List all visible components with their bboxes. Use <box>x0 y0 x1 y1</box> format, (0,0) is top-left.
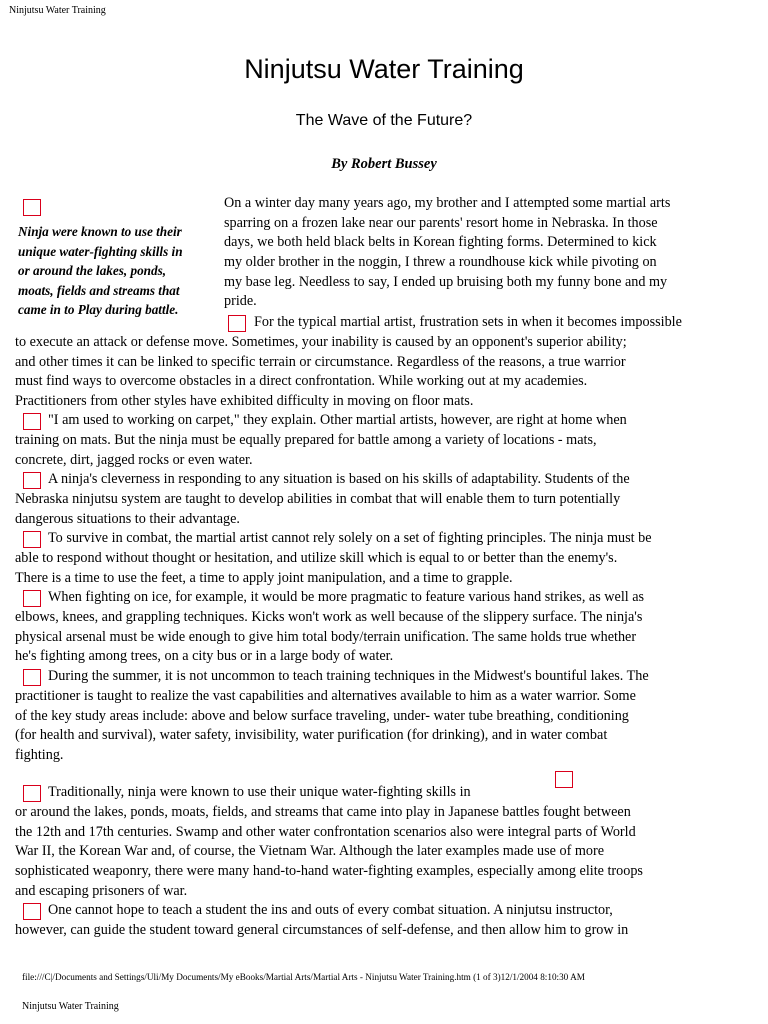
caption-line: came in to Play during battle. <box>18 302 179 318</box>
text-line: able to respond without thought or hesitation, and utilize skill which is equal to or better than the enemy's. <box>15 550 618 566</box>
paragraph <box>15 921 628 941</box>
page-footer-path: file:///C|/Documents and Settings/Uli/My Documents/My eBooks/Martial Arts/Martial Arts - Ninjutsu Water Training.htm (1 of 3)12/1/2004 8:10:30 AM <box>22 972 585 982</box>
paragraph <box>15 333 627 412</box>
text-line: he's fighting among trees, on a city bus or in a large body of water. <box>15 648 394 665</box>
text-line: physical arsenal must be wide enough to give him total body/terrain unification. The same holds true whether <box>15 628 637 645</box>
text-line: of the key study areas include: above and below surface traveling, under- water tube breathing, conditioning <box>15 707 629 724</box>
paragraph-first-line: During the summer, it is not uncommon to teach training techniques in the Midwest's bountiful lakes. The <box>48 668 649 684</box>
text-line: On a winter day many years ago, my brother and I attempted some martial arts <box>224 195 671 211</box>
paragraph-first-line: One cannot hope to teach a student the ins and outs of every combat situation. A ninjutsu instructor, <box>48 902 613 918</box>
text-line: War II, the Korean War and, of course, the Vietnam War. Although the later examples made use of more <box>15 843 605 860</box>
broken-image-icon <box>23 669 41 686</box>
text-line: training on mats. But the ninja must be equally prepared for battle among a variety of locations - mats, <box>15 432 597 448</box>
broken-image-icon <box>23 531 41 548</box>
paragraph-first-line: Traditionally, ninja were known to use their unique water-fighting skills in <box>48 784 471 800</box>
broken-image-icon <box>555 771 573 788</box>
caption-line: or around the lakes, ponds, <box>18 263 167 279</box>
text-line: the 12th and 17th centuries. Swamp and other water confrontation scenarios also were integral parts of World <box>15 823 636 840</box>
text-line: however, can guide the student toward general circumstances of self-defense, and then allow him to grow in <box>15 922 629 938</box>
broken-image-icon <box>23 199 41 216</box>
paragraph-first-line: "I am used to working on carpet," they explain. Other martial artists, however, are right at home when <box>48 412 627 428</box>
text-line: practitioner is taught to realize the vast capabilities and alternatives available to him as a water warrior. Some <box>15 688 636 704</box>
paragraph-first-line: When fighting on ice, for example, it would be more pragmatic to feature various hand strikes, as well as <box>48 589 645 605</box>
text-line: or around the lakes, ponds, moats, fields, and streams that came into play in Japanese battles fought between <box>15 804 631 820</box>
broken-image-icon <box>23 903 41 920</box>
text-line: sparring on a frozen lake near our parents' resort home in Nebraska. In those <box>224 214 658 231</box>
text-line: days, we both held black belts in Korean fighting forms. Determined to kick <box>224 234 657 251</box>
paragraph <box>15 803 643 901</box>
paragraph-first-line: A ninja's cleverness in responding to any situation is based on his skills of adaptability. Students of the <box>48 471 630 487</box>
paragraph <box>15 549 617 588</box>
caption-line: moats, fields and streams that <box>18 282 180 298</box>
paragraph <box>15 608 642 667</box>
running-header: Ninjutsu Water Training <box>9 5 106 16</box>
caption-line: unique water-fighting skills in <box>18 243 183 259</box>
running-header: Ninjutsu Water Training <box>22 1001 119 1012</box>
paragraph <box>15 431 597 470</box>
article-subtitle: The Wave of the Future? <box>295 112 473 129</box>
text-line: dangerous situations to their advantage. <box>15 510 240 527</box>
text-line: must find ways to overcome obstacles in a direct confrontation. While working out at my academies. <box>15 373 588 390</box>
text-line: sophisticated weaponry, there were many hand-to-hand water-fighting examples, especially among elite troops <box>15 863 643 880</box>
text-line: pride. <box>224 293 257 310</box>
text-line: There is a time to use the feet, a time to apply joint manipulation, and a time to grapple. <box>15 569 513 586</box>
text-line: and other times it can be linked to specific terrain or circumstance. Regardless of the reasons, a true warrior <box>15 353 626 370</box>
text-line: (for health and survival), water safety, invisibility, water purification (for drinking), and in water combat <box>15 727 608 744</box>
paragraph-first-line: To survive in combat, the martial artist cannot rely solely on a set of fighting principles. The ninja must be <box>48 530 652 546</box>
paragraph <box>15 687 636 766</box>
text-line: concrete, dirt, jagged rocks or even water. <box>15 451 253 468</box>
broken-image-icon <box>23 413 41 430</box>
text-line: and escaping prisoners of war. <box>15 882 188 899</box>
broken-image-icon <box>23 590 41 607</box>
text-line: my base leg. Needless to say, I ended up bruising both my funny bone and my <box>224 273 668 290</box>
text-line: Practitioners from other styles have exhibited difficulty in moving on floor mats. <box>15 393 474 410</box>
image-caption <box>18 222 213 320</box>
broken-image-icon <box>23 472 41 489</box>
text-line: my older brother in the noggin, I threw a roundhouse kick while pivoting on <box>224 254 657 271</box>
intro-paragraph <box>224 194 670 312</box>
text-line: fighting. <box>15 747 64 764</box>
byline: By Robert Bussey <box>331 156 437 172</box>
paragraph <box>15 490 620 529</box>
caption-line: Ninja were known to use their <box>18 224 182 239</box>
broken-image-icon <box>228 315 246 332</box>
text-line: to execute an attack or defense move. Sometimes, your inability is caused by an opponent's superior ability; <box>15 334 627 350</box>
article-title: Ninjutsu Water Training <box>244 54 524 84</box>
broken-image-icon <box>23 785 41 802</box>
text-line: elbows, knees, and grappling techniques. Kicks won't work as well because of the slippery surface. The ninja's <box>15 609 643 625</box>
paragraph-first-line: For the typical martial artist, frustration sets in when it becomes impossible <box>254 314 682 330</box>
text-line: Nebraska ninjutsu system are taught to develop abilities in combat that will enable them to turn potentially <box>15 491 621 507</box>
